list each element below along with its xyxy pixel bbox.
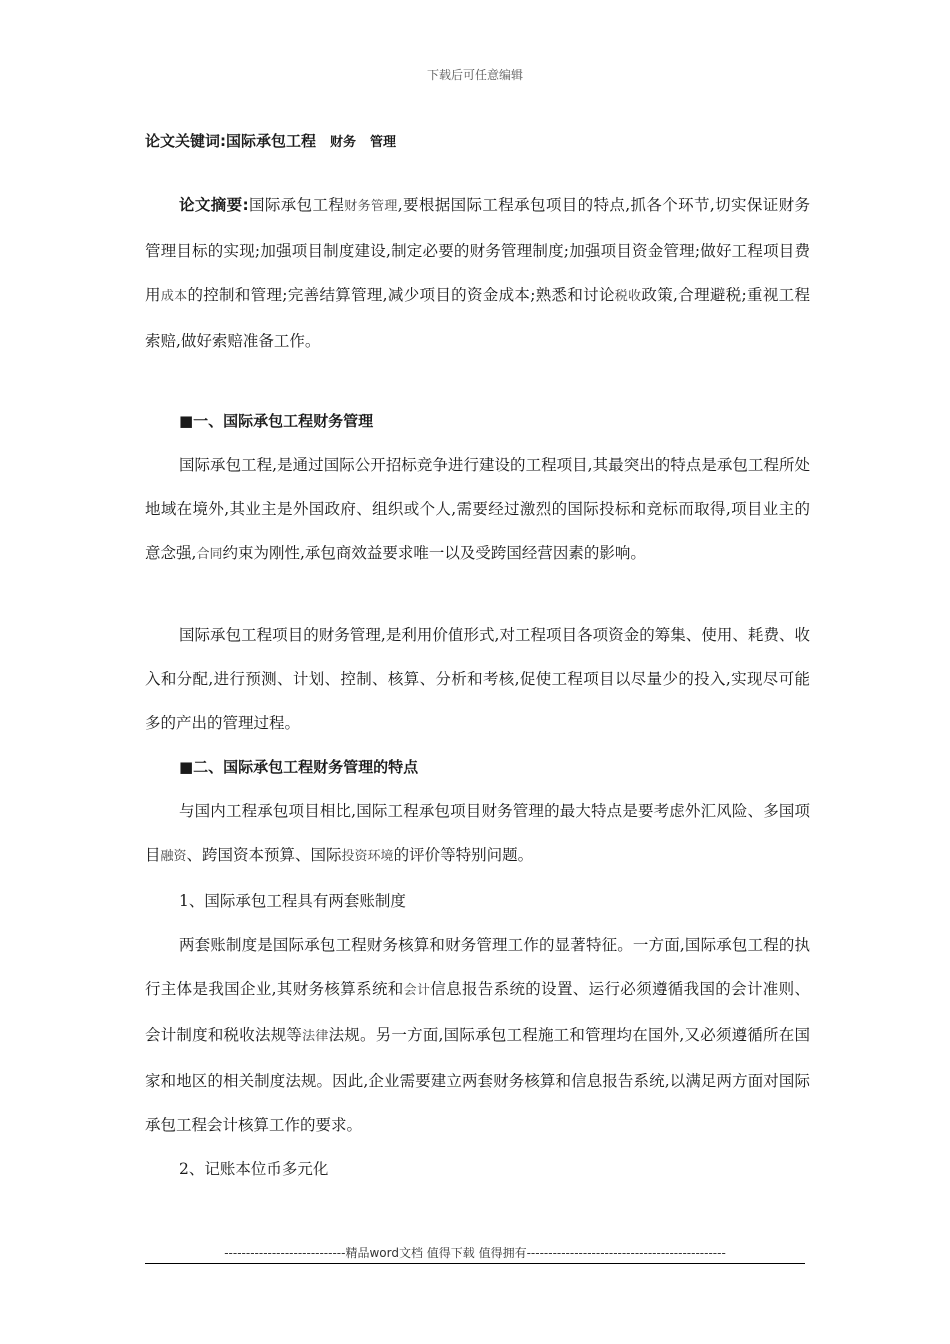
footer-rule (145, 1263, 805, 1264)
s1p1-text-b: 约束为刚性,承包商效益要求唯一以及受跨国经营因素的影响。 (222, 544, 646, 562)
s2p2-term-2: 法律 (302, 1029, 329, 1044)
s1p1-text-a: 国际承包工程,是通过国际公开招标竞争进行建设的工程项目,其最突出的特点是承包工程所处地域在境外,其业主是外国政府、组织或个人,需要经过激烈的国际投标和竞标而取得,项目业主的意念强, (145, 456, 810, 562)
keyword-management: 管理 (370, 135, 397, 150)
abstract-term-1: 财务管理 (344, 199, 398, 214)
section-1-paragraph-2: 国际承包工程项目的财务管理,是利用价值形式,对工程项目各项资金的筹集、使用、耗费、收入和分配,进行预测、计划、控制、核算、分析和考核,促使工程项目以尽量少的投入,实现尽可能多的产出的管理过程。 (145, 626, 810, 732)
subsection-1-title: 1、国际承包工程具有两套账制度 (179, 892, 406, 910)
section-2-paragraph-1 (145, 789, 810, 879)
keyword-finance: 财务 (330, 135, 357, 150)
s2p2-text-b: 信息报告系统的设置、运行必须遵循我国的会计准则、会计制度和税收法规等 (145, 980, 810, 1044)
section-2-paragraph-2 (145, 923, 810, 1147)
abstract-label: 论文摘要: (179, 196, 249, 214)
document-body (145, 183, 810, 1191)
s2p2-text-a: 两套账制度是国际承包工程财务核算和财务管理工作的显著特征。一方面,国际承包工程的执行主体是我国企业,其财务核算系统和 (145, 936, 810, 998)
abstract-text-4: 政策,合理避税;重视工程索赔,做好索赔准备工作。 (145, 286, 810, 350)
s2p1-text-b: 、跨国资本预算、国际 (186, 846, 342, 864)
s2p1-text-a: 与国内工程承包项目相比,国际工程承包项目财务管理的最大特点是要考虑外汇风险、多国项目 (145, 802, 810, 864)
page-footer: ----------------------------精品word文档 值得下载 值得拥有---------------------------------------------- (224, 1246, 726, 1260)
keywords-line (145, 130, 396, 151)
s2p1-term-2: 投资环境 (341, 849, 394, 864)
section-2-heading: ■二、国际承包工程财务管理的特点 (179, 758, 419, 776)
abstract-text-1: 国际承包工程 (248, 196, 345, 214)
s1p1-term: 合同 (196, 547, 223, 562)
abstract-paragraph (145, 183, 810, 363)
s2p1-text-c: 的评价等特别问题。 (393, 846, 534, 864)
abstract-text-3: 的控制和管理;完善结算管理,减少项目的资金成本;熟悉和讨论 (187, 286, 615, 304)
abstract-term-3: 税收 (614, 289, 642, 304)
abstract-term-2: 成本 (160, 289, 188, 304)
s2p2-term-1: 会计 (403, 983, 431, 998)
abstract-text-2: ,要根据国际工程承包项目的特点,抓各个环节,切实保证财务管理目标的实现;加强项目制度建设,制定必要的财务管理制度;加强项目资金管理;做好工程项目费用 (145, 196, 810, 304)
s2p1-term-1: 融资 (160, 849, 187, 864)
section-1-heading: ■一、国际承包工程财务管理 (179, 412, 374, 430)
page-header: 下载后可任意编辑 (426, 68, 523, 82)
subsection-2-title: 2、记账本位币多元化 (179, 1160, 329, 1178)
keywords-label: 论文关键词:国际承包工程 (145, 132, 316, 150)
s2p2-text-c: 法规。另一方面,国际承包工程施工和管理均在国外,又必须遵循所在国家和地区的相关制度法规。因此,企业需要建立两套财务核算和信息报告系统,以满足两方面对国际承包工程会计核算工作的要求。 (145, 1026, 810, 1134)
section-1-paragraph-1 (145, 443, 810, 577)
